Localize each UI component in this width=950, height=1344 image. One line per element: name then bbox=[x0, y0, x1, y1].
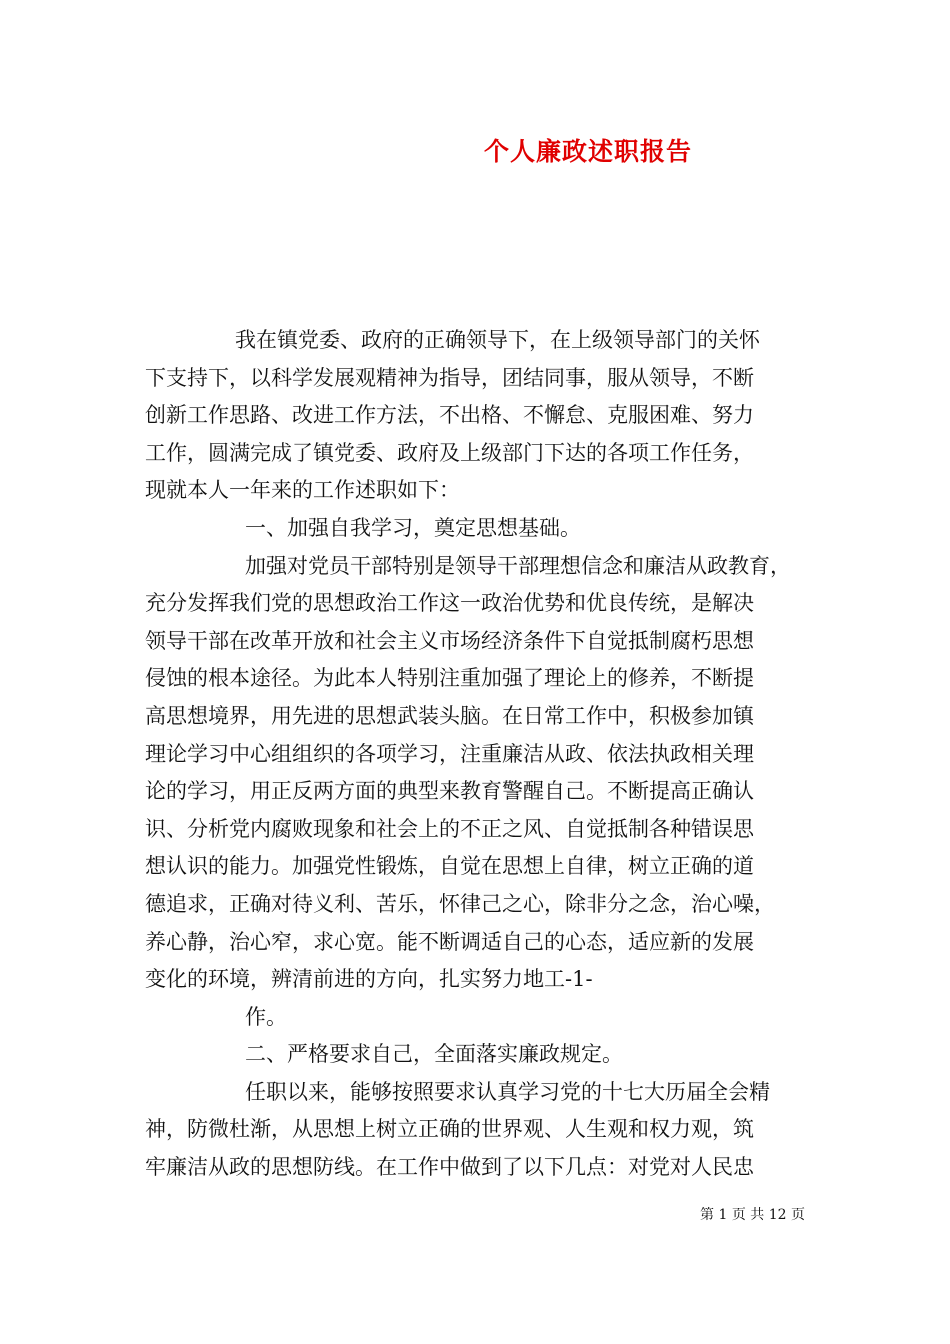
body-line: 德追求，正确对待义利、苦乐，怀律己之心，除非分之念，治心噪， bbox=[145, 891, 775, 916]
body-line: 养心静，治心窄，求心宽。能不断调适自己的心态，适应新的发展 bbox=[145, 929, 754, 954]
page-title: 个人廉政述职报告 bbox=[483, 137, 692, 166]
body-line: 高思想境界，用先进的思想武装头脑。在日常工作中，积极参加镇 bbox=[145, 703, 754, 728]
body-line: 任职以来，能够按照要求认真学习党的十七大历届全会精 bbox=[245, 1079, 770, 1104]
body-line: 想认识的能力。加强党性锻炼，自觉在思想上自律，树立正确的道 bbox=[145, 854, 754, 879]
body-line: 牢廉洁从政的思想防线。在工作中做到了以下几点：对党对人民忠 bbox=[145, 1155, 754, 1180]
body-line: 充分发挥我们党的思想政治工作这一政治优势和优良传统，是解决 bbox=[145, 591, 754, 616]
body-line: 创新工作思路、改进工作方法，不出格、不懈怠、克服困难、努力 bbox=[145, 403, 754, 428]
body-line: 我在镇党委、政府的正确领导下，在上级领导部门的关怀 bbox=[235, 328, 760, 352]
body-line: 现就本人一年来的工作述职如下： bbox=[145, 478, 460, 503]
body-line: 下支持下，以科学发展观精神为指导，团结同事，服从领导，不断 bbox=[145, 365, 754, 390]
section-heading: 二、严格要求自己，全面落实廉政规定。 bbox=[245, 1042, 623, 1067]
document-body bbox=[145, 322, 825, 1187]
body-line: 理论学习中心组组织的各项学习，注重廉洁从政、依法执政相关理 bbox=[145, 741, 754, 766]
body-line: 识、分析党内腐败现象和社会上的不正之风、自觉抵制各种错误思 bbox=[145, 816, 754, 841]
body-line: 工作，圆满完成了镇党委、政府及上级部门下达的各项工作任务， bbox=[145, 440, 754, 465]
body-line: 神，防微杜渐，从思想上树立正确的世界观、人生观和权力观，筑 bbox=[145, 1117, 754, 1142]
body-line: 变化的环境，辨清前进的方向，扎实努力地工-1- bbox=[145, 967, 593, 992]
section-heading: 一、加强自我学习，奠定思想基础。 bbox=[245, 515, 581, 540]
body-line: 加强对党员干部特别是领导干部理想信念和廉洁从政教育， bbox=[245, 553, 791, 578]
body-line: 论的学习，用正反两方面的典型来教育警醒自己。不断提高正确认 bbox=[145, 779, 754, 804]
body-line: 作。 bbox=[245, 1004, 287, 1029]
body-line: 领导干部在改革开放和社会主义市场经济条件下自觉抵制腐朽思想 bbox=[145, 628, 754, 653]
body-line: 侵蚀的根本途径。为此本人特别注重加强了理论上的修养，不断提 bbox=[145, 666, 754, 691]
page-number-footer: 第 1 页 共 12 页 bbox=[700, 1207, 805, 1223]
